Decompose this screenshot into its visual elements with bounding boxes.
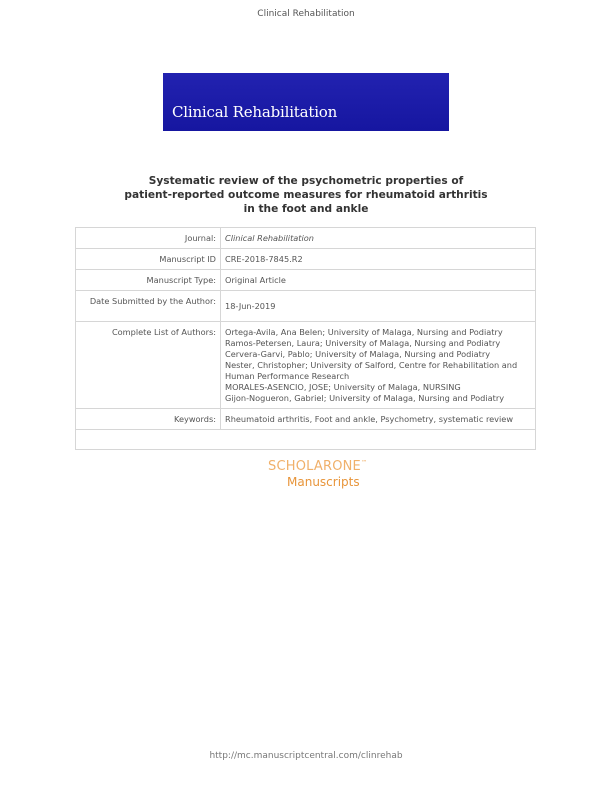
- banner-journal-name: Clinical Rehabilitation: [172, 103, 338, 121]
- authors-label: Complete List of Authors:: [76, 322, 221, 409]
- logo-wordmark: SCHOLARONE: [268, 459, 361, 474]
- author-line: Cervera-Garvi, Pablo; University of Malaga, Nursing and Podiatry: [225, 349, 491, 359]
- keywords-label: Keywords:: [76, 409, 221, 430]
- author-line: Ramos-Petersen, Laura; University of Malaga, Nursing and Podiatry: [225, 338, 501, 348]
- journal-label: Journal:: [76, 228, 221, 249]
- manuscript-type-value: Original Article: [221, 270, 536, 291]
- footer-url: http://mc.manuscriptcentral.com/clinrehab: [209, 751, 403, 761]
- paper-title: [0, 174, 612, 216]
- manuscript-type-label: Manuscript Type:: [76, 270, 221, 291]
- logo-trademark: ™: [360, 459, 368, 467]
- author-line: Human Performance Research: [225, 371, 350, 381]
- manuscript-metadata-table: [75, 227, 536, 450]
- date-submitted-label: Date Submitted by the Author:: [76, 291, 221, 322]
- running-header: Clinical Rehabilitation: [257, 9, 355, 19]
- manuscript-id-value: CRE-2018-7845.R2: [221, 249, 536, 270]
- author-line: Ortega-Avila, Ana Belen; University of Malaga, Nursing and Podiatry: [225, 327, 503, 337]
- table-row: [76, 409, 536, 430]
- author-line: MORALES-ASENCIO, JOSE; University of Malaga, NURSING: [225, 382, 461, 392]
- journal-banner: [163, 73, 449, 131]
- paper-title-line: patient-reported outcome measures for rheumatoid arthritis: [124, 189, 488, 201]
- logo-top-text: [268, 459, 367, 474]
- scholarone-logo: [268, 459, 378, 491]
- empty-cell: [76, 430, 536, 450]
- manuscript-id-label: Manuscript ID: [76, 249, 221, 270]
- table-row: [76, 270, 536, 291]
- author-line: Nester, Christopher; University of Salford, Centre for Rehabilitation and: [225, 360, 518, 370]
- paper-title-line: Systematic review of the psychometric properties of: [148, 175, 464, 187]
- authors-list: [221, 322, 536, 409]
- logo-bottom-text: Manuscripts: [287, 475, 360, 489]
- author-line: Gijon-Nogueron, Gabriel; University of Malaga, Nursing and Podiatry: [225, 393, 505, 403]
- paper-title-line: in the foot and ankle: [243, 203, 369, 215]
- table-row: [76, 249, 536, 270]
- table-row: [76, 228, 536, 249]
- table-row-empty: [76, 430, 536, 450]
- keywords-value: Rheumatoid arthritis, Foot and ankle, Psychometry, systematic review: [221, 409, 536, 430]
- table-row: [76, 322, 536, 409]
- journal-value: Clinical Rehabilitation: [221, 228, 536, 249]
- date-submitted-value: 18-Jun-2019: [221, 291, 536, 322]
- table-row: [76, 291, 536, 322]
